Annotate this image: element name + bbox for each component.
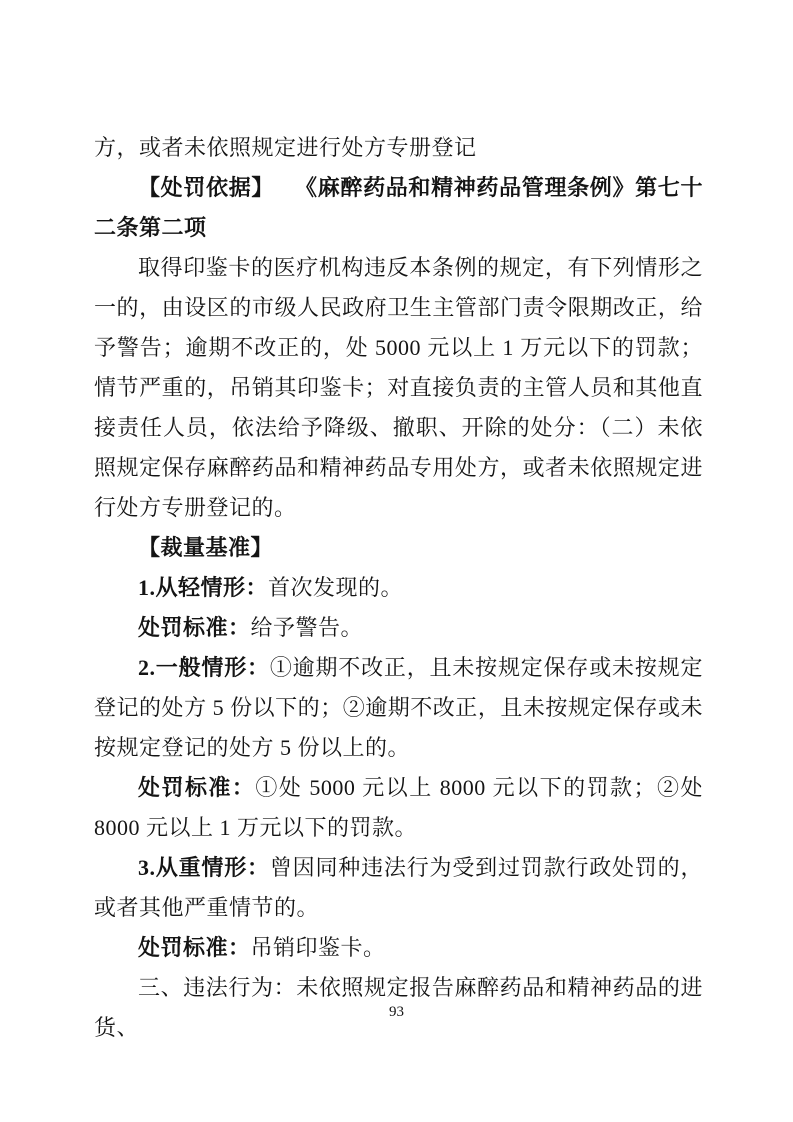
paragraph-aggravated-penalty xyxy=(94,928,703,968)
paragraph-general-case xyxy=(94,648,703,768)
aggravated-penalty-label: 处罚标准： xyxy=(138,935,251,960)
general-penalty-text: ①处 5000 元以上 8000 元以下的罚款；②处 8000 元以上 1 万元以下的罚款。 xyxy=(94,775,703,840)
paragraph-lenient-penalty xyxy=(94,608,703,648)
paragraph-general-penalty xyxy=(94,768,703,848)
paragraph-lenient-case xyxy=(94,568,703,608)
regulation-body-text: 取得印鉴卡的医疗机构违反本条例的规定，有下列情形之一的，由设区的市级人民政府卫生主管部门责令限期改正，给予警告；逾期不改正的，处 5000 元以上 1 万元以下的罚款；情节严重的，吊销其印鉴卡；对直接负责的主管人员和其他直接责任人员，依法给予降级、撤职、开除的处分：（二）未依照规定保存麻醉药品和精神药品专用处方，或者未依照规定进行处方专册登记的。 xyxy=(94,255,703,520)
general-case-label: 2.一般情形： xyxy=(138,655,270,680)
penalty-basis-citation: 《麻醉药品和精神药品管理条例》第七十二条第二项 xyxy=(94,175,703,240)
paragraph-regulation-body xyxy=(94,248,703,528)
lenient-penalty-text: 给予警告。 xyxy=(250,615,364,640)
next-violation-text: 三、违法行为：未依照规定报告麻醉药品和精神药品的进货、 xyxy=(94,975,703,1040)
discretion-heading-text: 【裁量基准】 xyxy=(138,535,274,560)
lenient-case-text: 首次发现的。 xyxy=(268,575,404,600)
continuation-text: 方，或者未依照规定进行处方专册登记 xyxy=(94,135,477,160)
paragraph-penalty-basis xyxy=(94,168,703,248)
paragraph-aggravated-case xyxy=(94,848,703,928)
general-penalty-label: 处罚标准： xyxy=(138,775,256,800)
lenient-case-label: 1.从轻情形： xyxy=(138,575,269,600)
paragraph-continuation xyxy=(94,128,703,168)
aggravated-case-label: 3.从重情形： xyxy=(138,855,270,880)
general-case-text: ①逾期不改正，且未按规定保存或未按规定登记的处方 5 份以下的；②逾期不改正，且未按规定保存或未按规定登记的处方 5 份以上的。 xyxy=(94,655,703,760)
penalty-basis-label: 【处罚依据】 xyxy=(138,175,275,200)
heading-discretion-standard xyxy=(94,528,703,568)
page-number: 93 xyxy=(389,1004,404,1020)
lenient-penalty-label: 处罚标准： xyxy=(138,615,251,640)
page-footer xyxy=(0,1002,793,1022)
aggravated-case-text: 曾因同种违法行为受到过罚款行政处罚的，或者其他严重情节的。 xyxy=(94,855,703,920)
aggravated-penalty-text: 吊销印鉴卡。 xyxy=(250,935,386,960)
document-body xyxy=(94,128,703,1048)
